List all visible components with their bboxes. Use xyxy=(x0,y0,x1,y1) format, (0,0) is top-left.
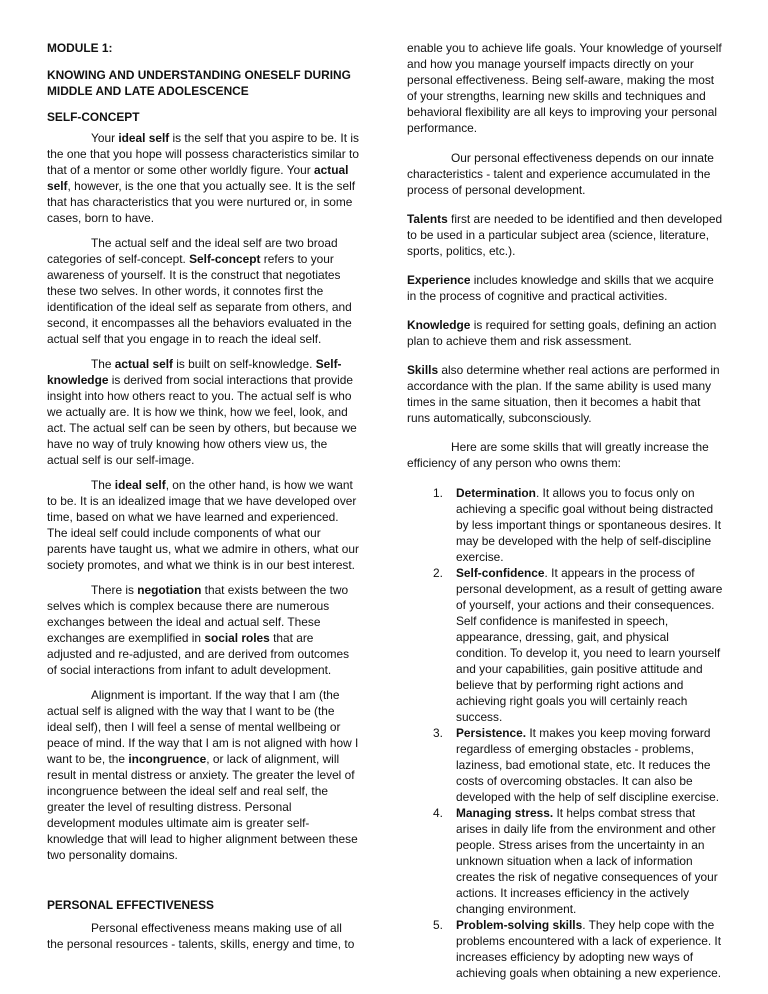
paragraph: Your ideal self is the self that you aspire to be. It is the one that you hope will possess characteristics similar to that of a mentor or some other worldly figure. Your actual self, however, is the one that you actually see. It is the self that has characteristics that you were nurtured or, in some cases, born to have. xyxy=(47,131,359,225)
paragraph: The actual self is built on self-knowledge. Self-knowledge is derived from social interactions that provide insight into how others react to you. The actual self is who we actually are. It is how we think, how we feel, look, and act. The actual self can be seen by others, but because we have no way of truly knowing how others view us, the actual self is our self-image. xyxy=(47,357,357,467)
paragraph: The actual self and the ideal self are two broad categories of self-concept. Self-concept refers to your awareness of yourself. It is the construct that negotiates these two selves. In other words, it connotes first the identification of the ideal self as separate from others, and second, it encompasses all the behaviors evaluated in the actual self that you engage in to reach the ideal self. xyxy=(47,236,352,346)
paragraph-experience: Experience includes knowledge and skills that we acquire in the process of cognitive and practical activities. xyxy=(407,273,714,303)
list-item: 3. Persistence. It makes you keep moving forward regardless of emerging obstacles - problems, laziness, bad emotional state, etc. It reduces the costs of overcoming obstacles. It can also be developed with the help of self discipline exercise. xyxy=(433,726,720,804)
paragraph-talents: Talents first are needed to be identified and then developed to be used in a particular subject area (science, literature, sports, politics, etc.). xyxy=(407,212,723,258)
list-item: 5. Problem-solving skills. They help cope with the problems encountered with a lack of experience. It increases efficiency by adopting new ways of achieving goals when obtaining a new experience. xyxy=(433,918,722,980)
module-label: MODULE 1: xyxy=(47,41,113,55)
paragraph: There is negotiation that exists between the two selves which is complex because there are numerous exchanges between the ideal and actual self. These exchanges are exemplified in social roles that are adjusted and re-adjusted, and are derived from outcomes of social interactions from infant to adult development. xyxy=(47,583,350,677)
section-heading-self-concept: SELF-CONCEPT xyxy=(47,110,140,124)
paragraph: Personal effectiveness means making use of all the personal resources - talents, skills, energy and time, to xyxy=(47,921,355,951)
list-item: 4. Managing stress. It helps combat stress that arises in daily life from the environment and other people. Stress arises from the uncertainty in an unknown situation when a lack of information creates the risk of negative consequences of your actions. It increases efficiency in the actively changing environment. xyxy=(433,806,718,916)
paragraph: Our personal effectiveness depends on our innate characteristics - talent and experience accumulated in the process of personal development. xyxy=(407,151,714,197)
section-heading-personal-effectiveness: PERSONAL EFFECTIVENESS xyxy=(47,898,214,912)
skills-list xyxy=(407,485,723,981)
paragraph: The ideal self, on the other hand, is how we want to be. It is an idealized image that we have developed over time, based on what we have learned and experienced. The ideal self could include components of what our parents have taught us, what we admire in others, what our society promotes, and what we think is in our best interest. xyxy=(47,478,359,572)
paragraph: Alignment is important. If the way that I am (the actual self is aligned with the way that I want to be (the ideal self), then I will feel a sense of mental wellbeing or peace of mind. If the way that I am is not aligned with how I want to be, the incongruence, or lack of alignment, will result in mental distress or anxiety. The greater the level of incongruence between the ideal self and real self, the greater the level of resulting distress. Personal development modules ultimate aim is greater self-knowledge that will lead to higher alignment between these two personality domains. xyxy=(47,688,359,862)
paragraph-skills: Skills also determine whether real actions are performed in accordance with the plan. If the same ability is used many times in the same situation, then it becomes a habit that runs automatically, subconsciously. xyxy=(407,363,720,425)
paragraph: enable you to achieve life goals. Your knowledge of yourself and how you manage yourself impacts directly on your personal effectiveness. Being self-aware, making the most of your strengths, learning new skills and techniques and behavioral flexibility are all keys to improving your personal performance. xyxy=(407,41,722,135)
module-title: KNOWING AND UNDERSTANDING ONESELF DURING MIDDLE AND LATE ADOLESCENCE xyxy=(47,68,351,98)
right-column xyxy=(407,40,723,981)
list-intro: Here are some skills that will greatly increase the efficiency of any person who owns them: xyxy=(407,440,709,470)
list-item: 2. Self-confidence. It appears in the process of personal development, as a result of getting aware of yourself, your actions and their consequences. Self confidence is manifested in speech, appearance, dressing, gait, and physical condition. To develop it, you need to learn yourself and your capabilities, gain positive attitude and believe that by performing right actions and achieving right goals you will certainly reach success. xyxy=(433,566,723,724)
paragraph-knowledge: Knowledge is required for setting goals, defining an action plan to achieve them and risk assessment. xyxy=(407,318,717,348)
list-item: 1. Determination. It allows you to focus only on achieving a specific goal without being distracted by less important things or spontaneous desires. It may be developed with the help of self-discipline exercise. xyxy=(433,486,722,564)
left-column xyxy=(47,40,359,961)
